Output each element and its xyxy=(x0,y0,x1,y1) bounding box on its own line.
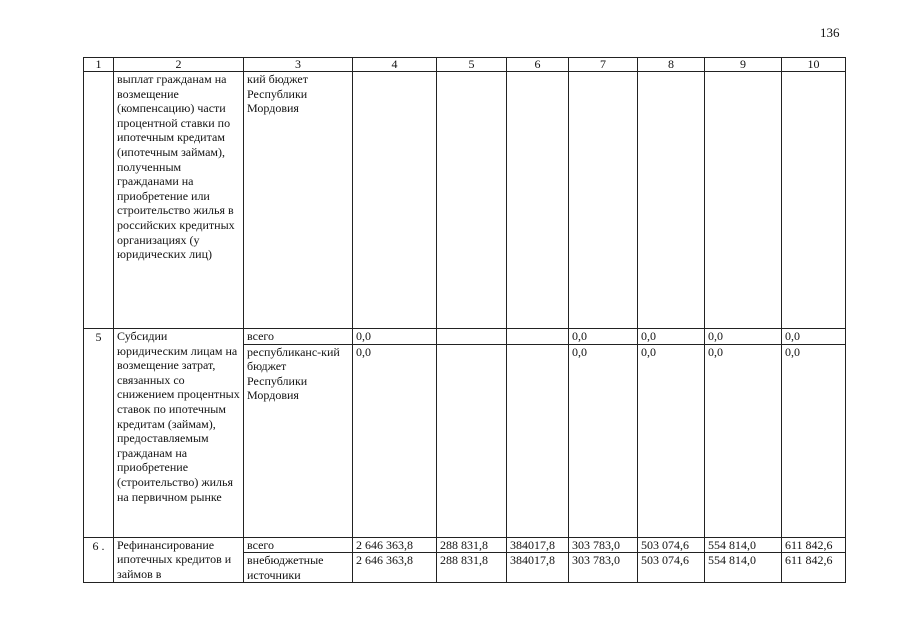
value-cell xyxy=(437,329,507,345)
description-cell: Рефинансирование ипотечных кредитов и займов в xyxy=(114,537,244,583)
value-cell xyxy=(782,72,846,329)
value-cell xyxy=(353,72,437,329)
value-cell: 384017,8 xyxy=(507,537,569,553)
value-cell: 0,0 xyxy=(705,344,782,537)
source-cell: всего xyxy=(244,537,353,553)
row-number-cell: 5 xyxy=(84,329,114,538)
row-number-cell: 6 . xyxy=(84,537,114,583)
value-cell: 611 842,6 xyxy=(782,537,846,553)
value-cell: 611 842,6 xyxy=(782,553,846,583)
value-cell: 554 814,0 xyxy=(705,553,782,583)
header-cell: 7 xyxy=(569,58,638,72)
value-cell: 303 783,0 xyxy=(569,537,638,553)
value-cell: 0,0 xyxy=(782,329,846,345)
source-cell: всего xyxy=(244,329,353,345)
row-number-cell xyxy=(84,72,114,329)
page-number: 136 xyxy=(820,25,840,40)
table-row-5-line1 xyxy=(84,329,846,345)
table-row-6-line1 xyxy=(84,537,846,553)
value-cell xyxy=(437,344,507,537)
table-row-continuation xyxy=(84,72,846,329)
description-cell: выплат гражданам на возмещение (компенсацию) части процентной ставки по ипотечным кредитам (ипотечным займам), полученным гражданами на приобретение или строительство жилья в российских кредитных организациях (у юридических лиц) xyxy=(114,72,244,329)
header-cell: 8 xyxy=(638,58,705,72)
value-cell xyxy=(569,72,638,329)
value-cell: 0,0 xyxy=(638,344,705,537)
header-row xyxy=(84,58,846,72)
value-cell: 0,0 xyxy=(782,344,846,537)
header-cell: 1 xyxy=(84,58,114,72)
value-cell: 0,0 xyxy=(638,329,705,345)
header-cell: 10 xyxy=(782,58,846,72)
header-cell: 2 xyxy=(114,58,244,72)
description-cell: Субсидии юридическим лицам на возмещение затрат, связанных со снижением процентных ставок по ипотечным кредитам (займам), предоставляемым гражданам на приобретение (строительство) жилья на первичном рынке xyxy=(114,329,244,538)
value-cell: 0,0 xyxy=(705,329,782,345)
value-cell: 503 074,6 xyxy=(638,537,705,553)
value-cell: 0,0 xyxy=(569,329,638,345)
value-cell: 384017,8 xyxy=(507,553,569,583)
value-cell: 2 646 363,8 xyxy=(353,553,437,583)
value-cell: 288 831,8 xyxy=(437,537,507,553)
header-cell: 4 xyxy=(353,58,437,72)
source-cell: внебюджетные источники xyxy=(244,553,353,583)
source-cell: кий бюджет Республики Мордовия xyxy=(244,72,353,329)
value-cell xyxy=(507,344,569,537)
value-cell xyxy=(705,72,782,329)
source-cell: республиканс-кий бюджет Республики Мордовия xyxy=(244,344,353,537)
value-cell xyxy=(507,72,569,329)
value-cell: 303 783,0 xyxy=(569,553,638,583)
value-cell xyxy=(638,72,705,329)
header-cell: 6 xyxy=(507,58,569,72)
value-cell: 503 074,6 xyxy=(638,553,705,583)
value-cell xyxy=(507,329,569,345)
value-cell: 288 831,8 xyxy=(437,553,507,583)
data-table xyxy=(83,57,846,583)
value-cell: 0,0 xyxy=(569,344,638,537)
value-cell: 0,0 xyxy=(353,344,437,537)
header-cell: 5 xyxy=(437,58,507,72)
header-cell: 3 xyxy=(244,58,353,72)
value-cell: 2 646 363,8 xyxy=(353,537,437,553)
value-cell: 554 814,0 xyxy=(705,537,782,553)
value-cell: 0,0 xyxy=(353,329,437,345)
header-cell: 9 xyxy=(705,58,782,72)
value-cell xyxy=(437,72,507,329)
